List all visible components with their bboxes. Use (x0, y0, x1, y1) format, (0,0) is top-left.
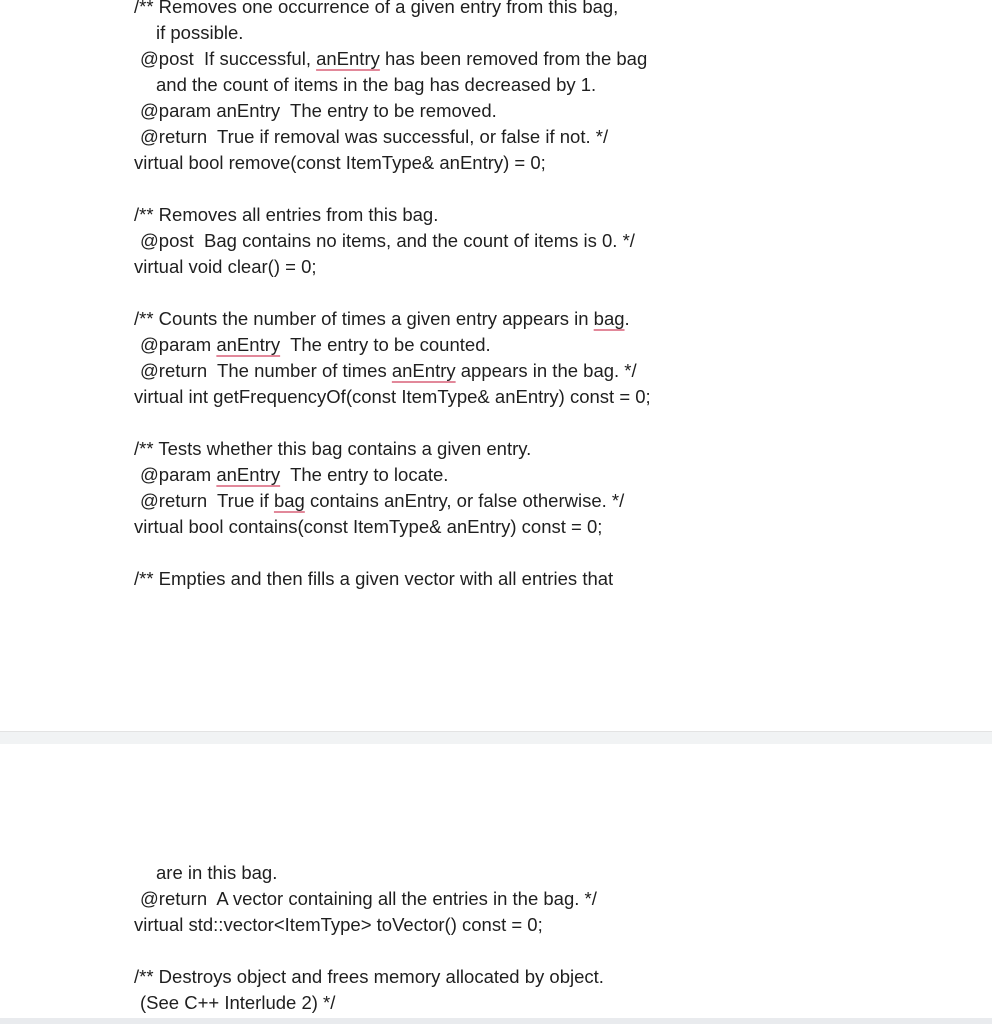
doc-line-24: (See C++ Interlude 2) */ (140, 992, 336, 1013)
doc-line-5: @param anEntry The entry to be removed. (140, 100, 497, 121)
doc-line-1: /** Removes one occurrence of a given entry from this bag, (134, 0, 619, 17)
doc-line-15: /** Tests whether this bag contains a given entry. (134, 438, 532, 459)
doc-line-12: @param anEntry The entry to be counted. (140, 334, 491, 355)
spellcheck-flag[interactable]: anEntry (316, 48, 380, 69)
spellcheck-flag[interactable]: anEntry (216, 464, 281, 485)
spellcheck-flag[interactable]: bag (273, 490, 305, 511)
doc-line-4: and the count of items in the bag has decreased by 1. (156, 74, 597, 95)
doc-line-6: @return True if removal was successful, or false if not. */ (140, 126, 609, 147)
document-page-2 (0, 744, 992, 1018)
doc-line-18: virtual bool contains(const ItemType& anEntry) const = 0; (134, 516, 603, 537)
doc-line-16: @param anEntry The entry to locate. (140, 464, 449, 485)
doc-line-19: /** Empties and then fills a given vector with all entries that (134, 568, 614, 589)
doc-line-22: virtual std::vector<ItemType> toVector() const = 0; (134, 914, 543, 935)
doc-line-8: /** Removes all entries from this bag. (134, 204, 439, 225)
viewport-bottom-edge (0, 1018, 992, 1024)
doc-line-23: /** Destroys object and frees memory allocated by object. (134, 966, 604, 987)
doc-line-3: @post If successful, anEntry has been removed from the bag (140, 48, 648, 69)
spellcheck-flag[interactable]: anEntry (216, 334, 281, 355)
doc-line-17: @return True if bag contains anEntry, or false otherwise. */ (140, 490, 625, 511)
spellcheck-flag[interactable]: anEntry (391, 360, 456, 381)
doc-line-20: are in this bag. (156, 862, 278, 883)
spellcheck-flag[interactable]: bag (593, 308, 625, 329)
doc-line-11: /** Counts the number of times a given entry appears in bag. (134, 308, 630, 329)
doc-line-21: @return A vector containing all the entries in the bag. */ (140, 888, 597, 909)
doc-line-14: virtual int getFrequencyOf(const ItemType& anEntry) const = 0; (134, 386, 651, 407)
doc-line-9: @post Bag contains no items, and the count of items is 0. */ (140, 230, 635, 251)
doc-line-2: if possible. (156, 22, 244, 43)
doc-line-13: @return The number of times anEntry appears in the bag. */ (140, 360, 637, 381)
doc-line-7: virtual bool remove(const ItemType& anEntry) = 0; (134, 152, 546, 173)
page-break (0, 731, 992, 745)
doc-line-10: virtual void clear() = 0; (134, 256, 317, 277)
